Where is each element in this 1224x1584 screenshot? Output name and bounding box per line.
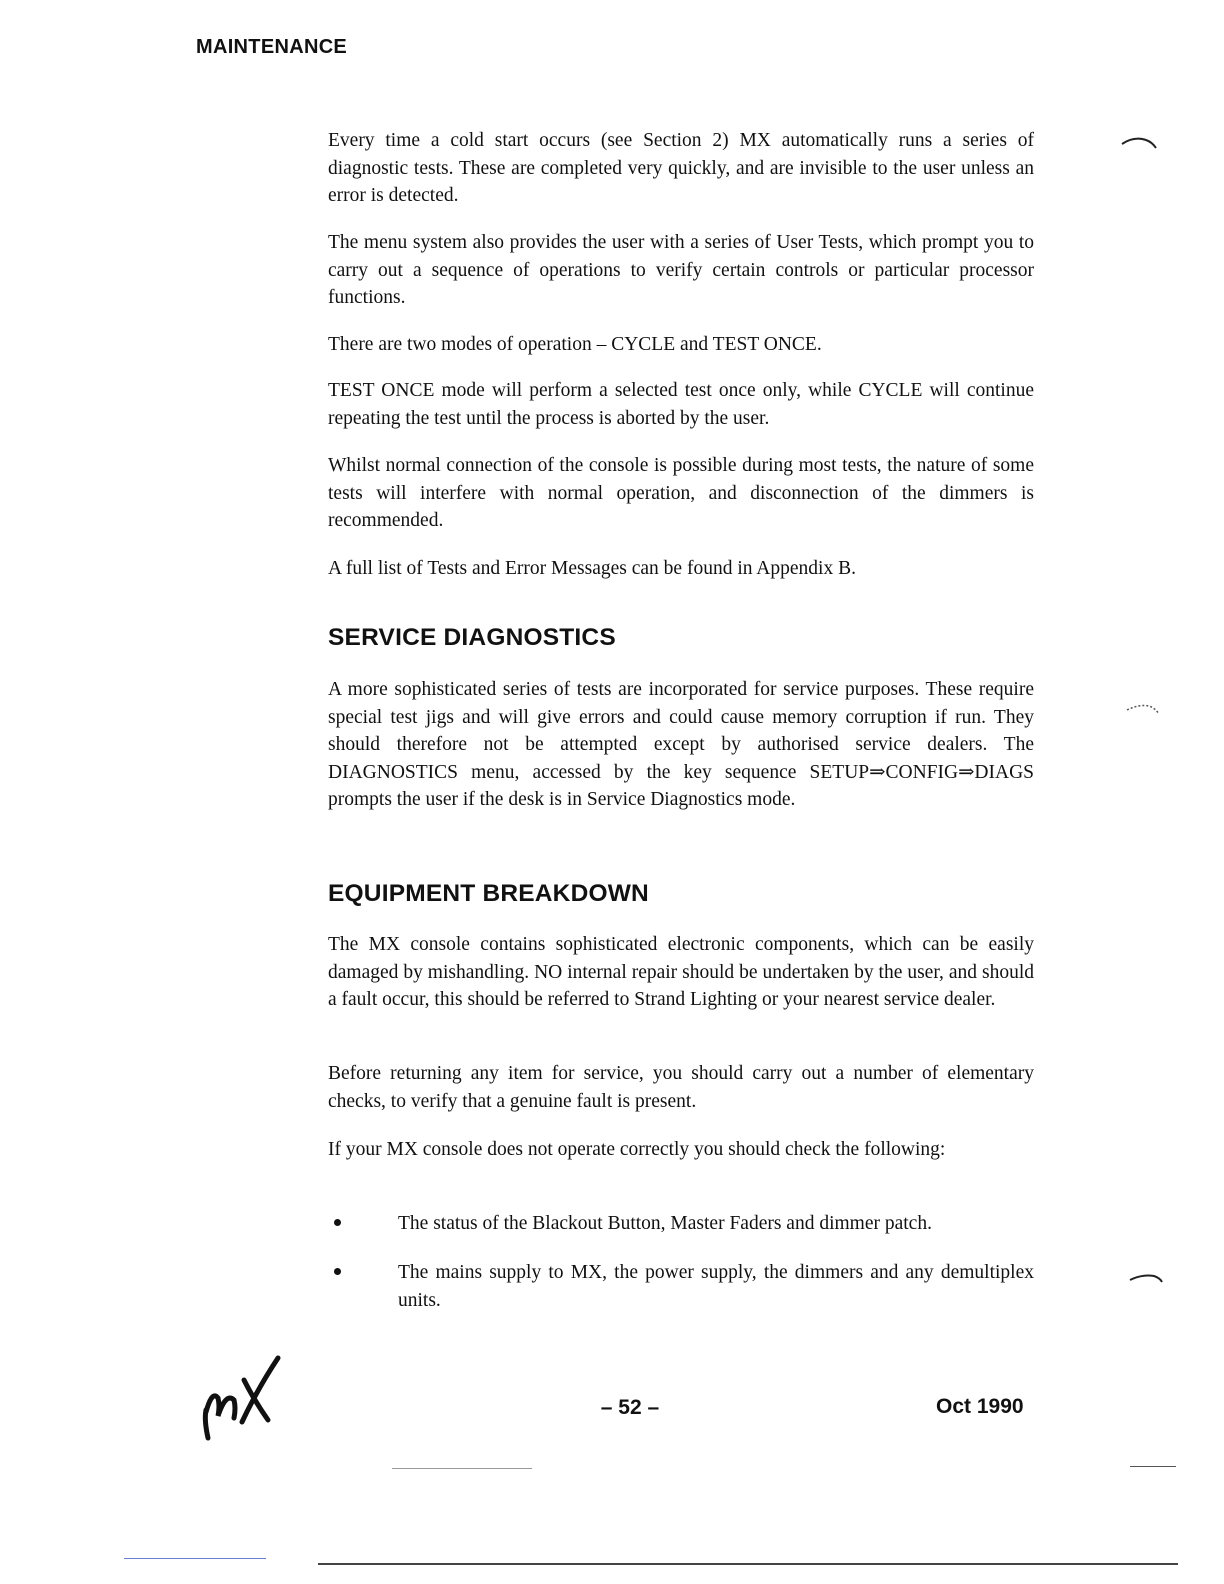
scan-artifact xyxy=(392,1468,532,1469)
equipment-text-2: Before returning any item for service, you should carry out a number of elementary checks, to verify that a genuine fault is present. xyxy=(328,1063,1034,1112)
intro-text-4: TEST ONCE mode will perform a selected test once only, while CYCLE will continue repeating the test until the process is aborted by the user. xyxy=(328,380,1034,429)
mx-logo xyxy=(196,1350,286,1450)
scan-mark-icon xyxy=(1120,134,1160,154)
service-diagnostics-text: A more sophisticated series of tests are incorporated for service purposes. These require special test jigs and will give errors and could cause memory corruption if run. They should therefore not be attempted except by authorised service dealers. The DIAGNOSTICS menu, accessed by the key sequence SETUP⇒CONFIG⇒DIAGS prompts the user if the desk is in Service Diagnostics mode. xyxy=(328,679,1034,810)
intro-text-1: Every time a cold start occurs (see Section 2) MX automatically runs a series of diagnostic tests. These are completed very quickly, and are invisible to the user unless an error is detected. xyxy=(328,130,1034,206)
scan-mark-icon xyxy=(1125,700,1165,720)
scan-artifact xyxy=(1130,1466,1176,1467)
intro-paragraph-4 xyxy=(328,377,1034,432)
service-diagnostics-section xyxy=(328,676,1034,814)
scan-artifact xyxy=(318,1563,1178,1565)
footer-date: Oct 1990 xyxy=(936,1395,1024,1418)
intro-paragraph-2 xyxy=(328,229,1034,312)
intro-text-5: Whilst normal connection of the console is possible during most tests, the nature of some tests will interfere with normal operation, and disconnection of the dimmers is recommended. xyxy=(328,455,1034,531)
equipment-paragraph-1 xyxy=(328,931,1034,1014)
mx-logo-icon xyxy=(196,1350,286,1445)
equipment-paragraph-3 xyxy=(328,1136,1034,1164)
bullet-item xyxy=(328,1210,1034,1238)
bullet-icon xyxy=(334,1219,341,1226)
bullet-text-2: The mains supply to MX, the power supply, the dimmers and any demultiplex units. xyxy=(398,1262,1034,1311)
equipment-paragraph-2 xyxy=(328,1060,1034,1115)
equipment-text-1: The MX console contains sophisticated electronic components, which can be easily damaged by mishandling. NO internal repair should be undertaken by the user, and should a fault occur, this should be referred to Strand Lighting or your nearest service dealer. xyxy=(328,934,1034,1010)
intro-paragraph-5 xyxy=(328,452,1034,535)
intro-paragraph-3 xyxy=(328,331,1034,359)
page-number: – 52 – xyxy=(600,1396,660,1419)
scan-artifact xyxy=(124,1558,266,1559)
intro-text-3: There are two modes of operation – CYCLE and TEST ONCE. xyxy=(328,334,822,355)
page-header: MAINTENANCE xyxy=(196,36,348,58)
intro-text-6: A full list of Tests and Error Messages can be found in Appendix B. xyxy=(328,558,856,579)
bullet-icon xyxy=(334,1268,341,1275)
bullet-text-1: The status of the Blackout Button, Master Faders and dimmer patch. xyxy=(398,1213,932,1234)
intro-paragraph-1 xyxy=(328,127,1034,210)
equipment-breakdown-heading: EQUIPMENT BREAKDOWN xyxy=(328,880,649,907)
intro-paragraph-6 xyxy=(328,555,1034,583)
bullet-item xyxy=(328,1259,1034,1315)
equipment-text-3: If your MX console does not operate correctly you should check the following: xyxy=(328,1139,946,1160)
intro-text-2: The menu system also provides the user with a series of User Tests, which prompt you to carry out a sequence of operations to verify certain controls or particular processor functions. xyxy=(328,232,1034,308)
scan-mark-icon xyxy=(1128,1268,1168,1288)
service-diagnostics-heading: SERVICE DIAGNOSTICS xyxy=(328,624,616,651)
